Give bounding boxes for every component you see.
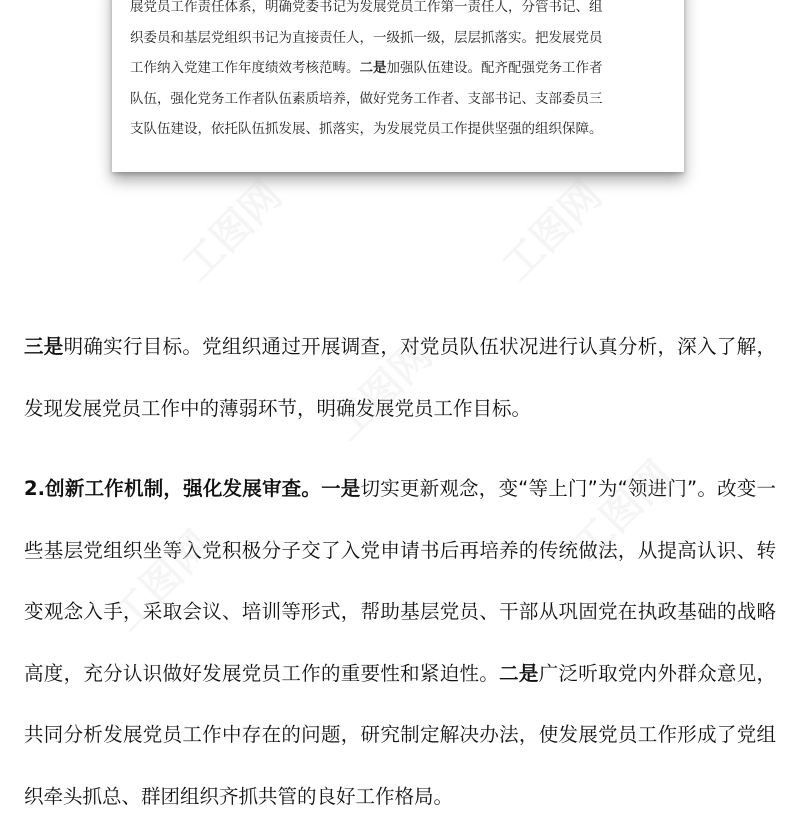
bold-lead: 一是 xyxy=(321,477,361,500)
watermark: 工图网 xyxy=(173,172,292,290)
card-line: 展党员工作责任体系，明确党委书记为发展党员工作第一责任人，分管书记、组 xyxy=(130,0,603,15)
watermark: 工图网 xyxy=(563,452,682,570)
paragraph-targets xyxy=(24,316,776,439)
paragraph-text: 广泛听取党内外群众意见，共同分析发展党员工作中存在的问题，研究制定解决办法，使发展党员工作形成了党组织牵头抓总、群团组织齐抓共管的良好工作格局。 xyxy=(24,661,776,808)
card-line: 工作纳入党建工作年度绩效考核范畴。二是加强队伍建设。配齐配强党务工作者 xyxy=(130,60,603,76)
section-heading: 2.创新工作机制，强化发展审查。 xyxy=(24,477,322,500)
card-line: 队伍，强化党务工作者队伍素质培养，做好党务工作者、支部书记、支部委员三 xyxy=(130,90,603,107)
card-text xyxy=(130,0,670,145)
card-line: 织委员和基层党组织书记为直接责任人，一级抓一级，层层抓落实。把发展党员 xyxy=(130,29,603,46)
paragraph-mechanism xyxy=(24,458,776,827)
paragraph-text: 明确实行目标。党组织通过开展调查，对党员队伍状况进行认真分析，深入了解，发现发展党员工作中的薄弱环节，明确发展党员工作目标。 xyxy=(24,335,776,420)
card-bold-lead: 二是 xyxy=(359,60,387,76)
watermark: 工图网 xyxy=(493,172,612,290)
document-card xyxy=(112,0,684,172)
bold-lead: 二是 xyxy=(499,661,539,685)
watermark: 工图网 xyxy=(103,522,222,640)
paragraph-text: 切实更新观念，变“等上门”为“领进门”。改变一些基层党组织坐等入党积极分子交了入党申请书后再培养的传统做法，从提高认识、转变观念入手，采取会议、培训等形式，帮助基层党员、干部从巩固党在执政基础的战略高度，充分认识做好发展党员工作的重要性和紧迫性。 xyxy=(24,477,776,685)
card-line: 支队伍建设，依托队伍抓发展、抓落实，为发展党员工作提供坚强的组织保障。 xyxy=(130,121,603,137)
bold-lead: 三是 xyxy=(24,335,64,358)
watermark: 工图网 xyxy=(323,332,442,450)
